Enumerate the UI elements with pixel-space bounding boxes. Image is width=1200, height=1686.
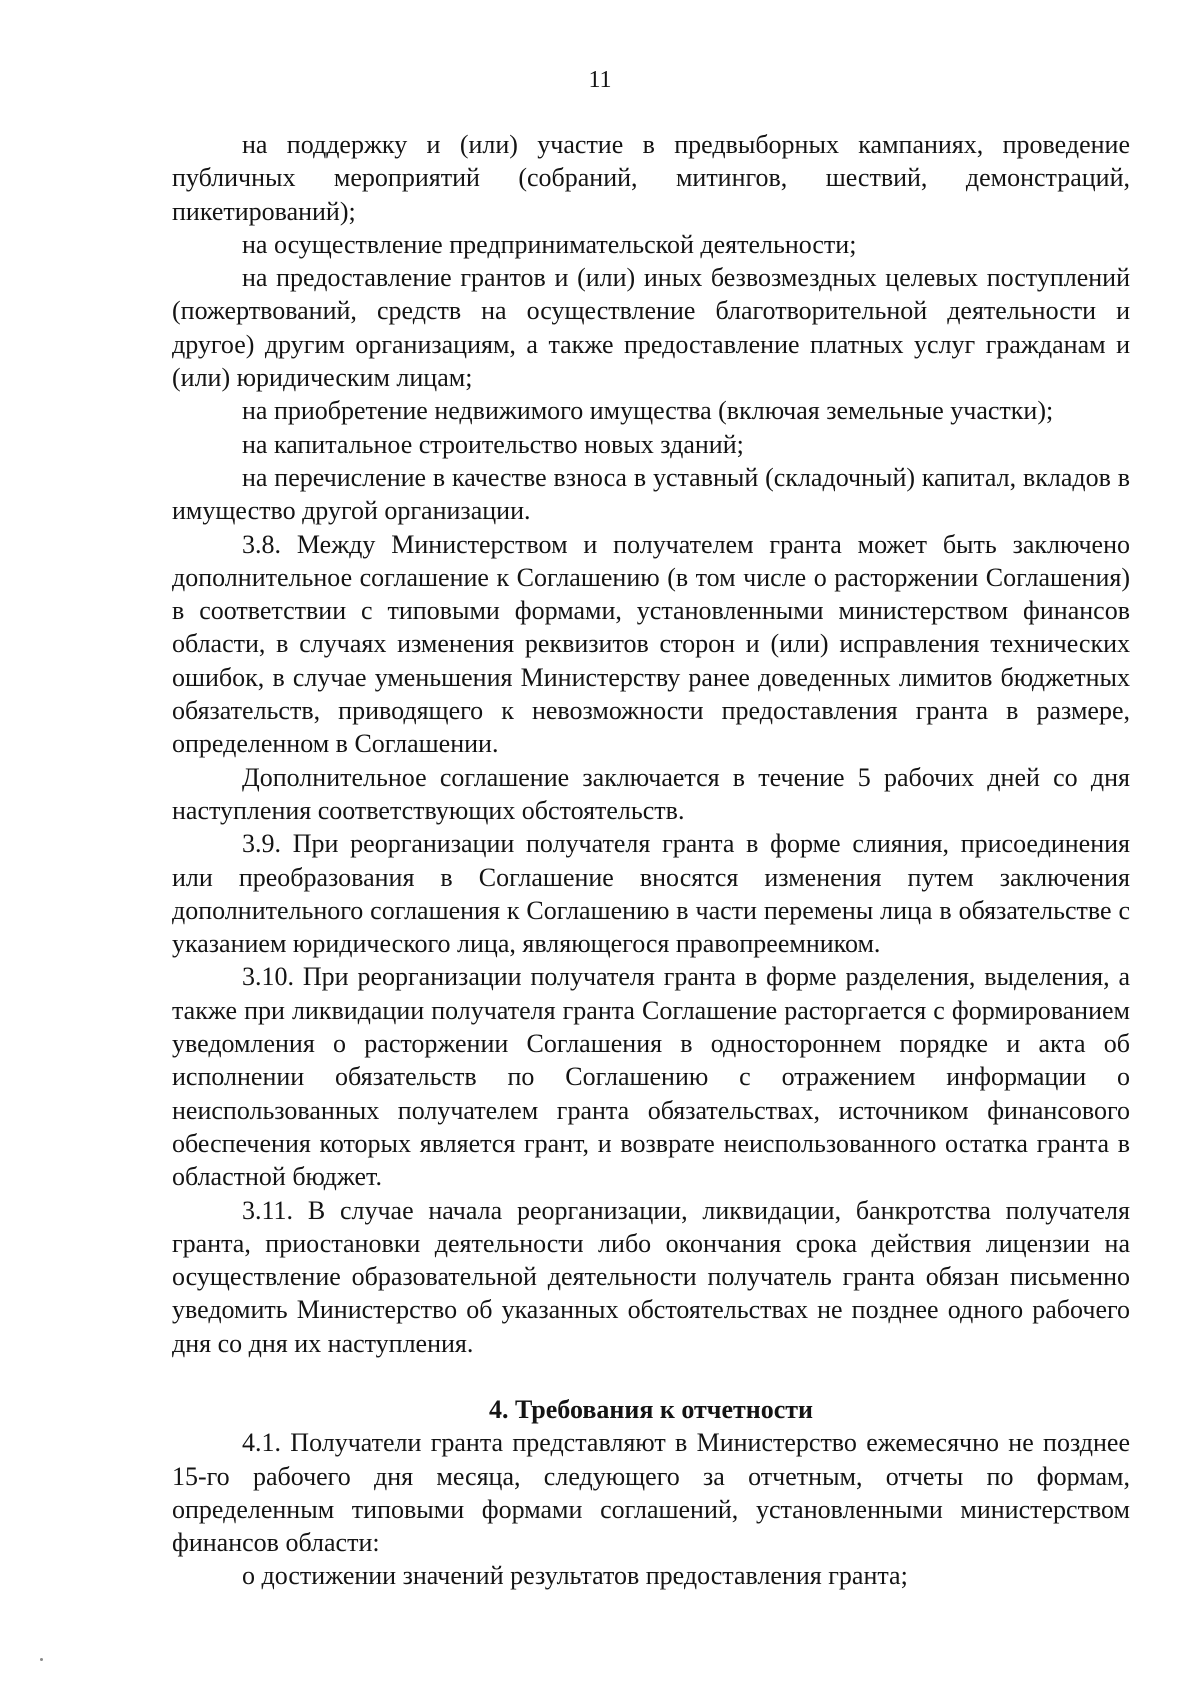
list-item-real-estate: на приобретение недвижимого имущества (включая земельные участки);: [242, 396, 1054, 426]
list-item-political-campaigns: на поддержку и (или) участие в предвыборных кампаниях, проведение публичных мероприятий (собраний, митингов, шествий, демонстраций, пикетирований);: [172, 130, 1130, 226]
clause-3-10: 3.10. При реорганизации получателя гранта в форме разделения, выделения, а также при ликвидации получателя гранта Соглашение расторгается с формированием уведомления о расторжении Соглашения в одностороннем порядке и акта об исполнении обязательств по Соглашению с отражением информации о неиспользованных получателем гранта обязательствах, источником финансового обеспечения которых является грант, и возврате неиспользованного остатка гранта в областной бюджет.: [172, 962, 1130, 1192]
list-item-construction: на капитальное строительство новых зданий;: [242, 429, 744, 459]
clause-3-8-additional: Дополнительное соглашение заключается в течение 5 рабочих дней со дня наступления соответствующих обстоятельств.: [172, 762, 1130, 825]
clause-3-9: 3.9. При реорганизации получателя гранта в форме слияния, присоединения или преобразования в Соглашение вносятся изменения путем заключения дополнительного соглашения к Соглашению в части перемены лица в обязательстве с указанием юридического лица, являющегося правопреемником.: [172, 829, 1130, 959]
list-item-business-activity: на осуществление предпринимательской деятельности;: [242, 229, 857, 259]
clause-3-11: 3.11. В случае начала реорганизации, ликвидации, банкротства получателя гранта, приостановки деятельности либо окончания срока действия лицензии на осуществление образовательной деятельности получатель гранта обязан письменно уведомить Министерство об указанных обстоятельствах не позднее одного рабочего дня со дня их наступления.: [172, 1195, 1130, 1358]
page-number: 11: [588, 67, 612, 93]
scan-artifact-dot: [40, 1658, 43, 1661]
section-heading: 4. Требования к отчетности: [488, 1394, 814, 1424]
clause-3-8: 3.8. Между Министерством и получателем гранта может быть заключено дополнительное соглашение к Соглашению (в том числе о расторжении Соглашения) в соответствии с типовыми формами, установленными министерством финансов области, в случаях изменения реквизитов сторон и (или) исправления технических ошибок, в случае уменьшения Министерству ранее доведенных лимитов бюджетных обязательств, приводящего к невозможности предоставления гранта в размере, определенном в Соглашении.: [172, 529, 1130, 759]
clause-4-1: 4.1. Получатели гранта представляют в Министерство ежемесячно не позднее 15-го рабочего дня месяца, следующего за отчетным, отчеты по формам, определенным типовыми формами соглашений, установленными министерством финансов области:: [172, 1428, 1130, 1558]
list-item-capital-contribution: на перечисление в качестве взноса в уставный (складочный) капитал, вкладов в имущество другой организации.: [172, 462, 1130, 526]
document-body: [172, 128, 1130, 1593]
list-item-results-report: о достижении значений результатов предоставления гранта;: [242, 1561, 908, 1591]
list-item-grants-to-others: на предоставление грантов и (или) иных безвозмездных целевых поступлений (пожертвований, средств на осуществление благотворительной деятельности и другое) другим организациям, а также предоставление платных услуг гражданам и (или) юридическим лицам;: [172, 263, 1130, 393]
